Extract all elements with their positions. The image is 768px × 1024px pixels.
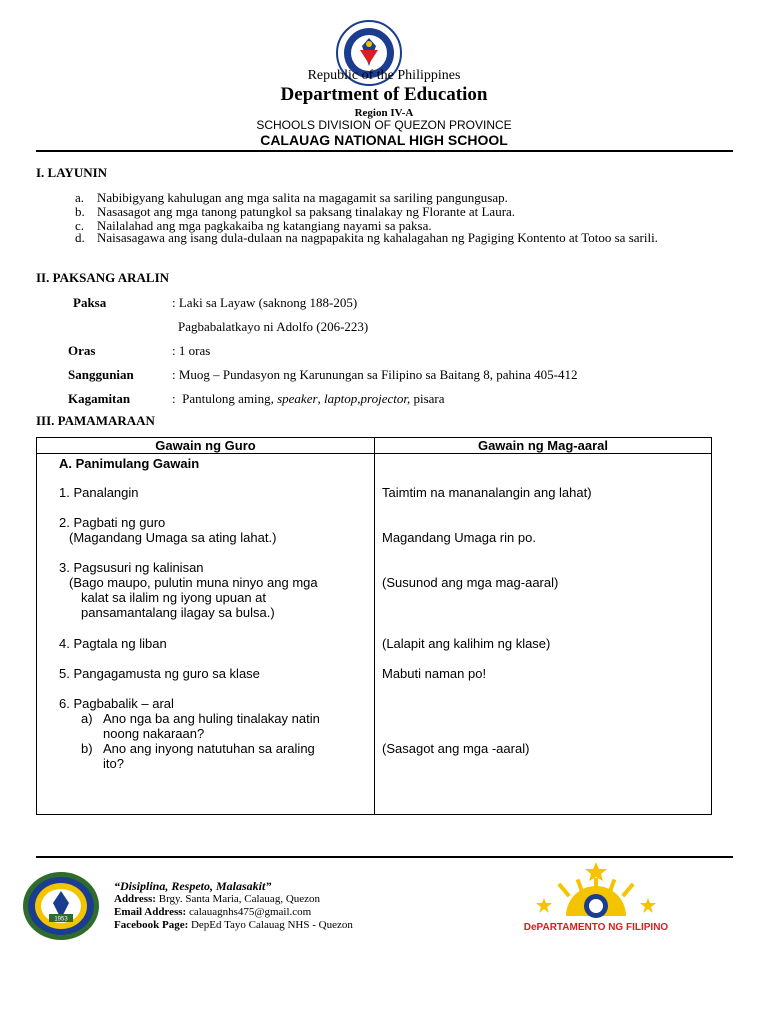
division-line: SCHOOLS DIVISION OF QUEZON PROVINCE (256, 118, 512, 132)
table-row (37, 454, 712, 815)
layunin-item-marker: a. (75, 190, 85, 205)
school-seal-icon (22, 871, 100, 941)
col-header-guro: Gawain ng Guro (37, 438, 375, 454)
guro-cell (37, 454, 375, 815)
response-pangagamusta: Mabuti naman po! (382, 666, 487, 681)
balik-aral-b-marker: b) (81, 741, 93, 756)
region-line: Region IV-A (354, 107, 414, 119)
paksang-aralin-heading: II. PAKSANG ARALIN (36, 270, 170, 285)
departamento-logo (516, 860, 676, 938)
republic-line: Republic of the Philippines (307, 68, 461, 83)
facebook-value[interactable]: DepEd Tayo Calauag NHS - Quezon (188, 919, 353, 931)
address-value: Brgy. Santa Maria, Calauag, Quezon (155, 893, 321, 905)
layunin-item-marker: c. (75, 218, 85, 233)
layunin-item-marker: d. (75, 230, 85, 245)
step-pagbati: 2. Pagbati ng guro (59, 515, 166, 530)
kagamitan-prefix: : Pantulong aming, (172, 391, 278, 406)
layunin-item (75, 205, 85, 219)
oras-value: : 1 oras (172, 343, 211, 358)
layunin-item-text: Naisasagawa ang isang dula-dulaan na nagpapakita ng kahalagahan ng Pagiging Kontento at Totoo sa sarili. (97, 230, 658, 245)
address-label: Address: (114, 893, 156, 905)
sanggunian-label: Sanggunian (68, 367, 134, 382)
footer-divider (36, 856, 733, 858)
sanggunian-value: : Muog – Pundasyon ng Karunungan sa Filipino sa Baitang 8, pahina 405-412 (172, 367, 578, 382)
oras-label: Oras (68, 343, 96, 358)
kagamitan-suffix: pisara (410, 391, 445, 406)
motto: “Disiplina, Respeto, Malasakit” (114, 879, 272, 893)
email-line (114, 906, 311, 918)
school-name: CALAUAG NATIONAL HIGH SCHOOL (260, 132, 508, 148)
email-value[interactable]: calauagnhs475@gmail.com (186, 906, 312, 918)
balik-aral-a-marker: a) (81, 711, 93, 726)
table-header-row (37, 438, 712, 454)
balik-aral-a-line-1: Ano nga ba ang huling tinalakay natin (103, 711, 320, 726)
kagamitan-value (172, 391, 445, 407)
step-kalinisan-note-3: pansamantalang ilagay sa bulsa.) (81, 605, 275, 620)
layunin-item (75, 191, 84, 205)
layunin-item-text: Nailalahad ang mga pagkakaiba ng katangiang nayami sa paksa. (97, 218, 432, 233)
email-label: Email Address: (114, 906, 187, 918)
paksa-value: : Laki sa Layaw (saknong 188-205) (172, 295, 358, 310)
facebook-line (114, 919, 353, 931)
step-kalinisan: 3. Pagsusuri ng kalinisan (59, 560, 204, 575)
kagamitan-speaker: speaker (277, 391, 318, 406)
address-line (114, 893, 320, 905)
layunin-item (75, 231, 85, 245)
step-kalinisan-note-2: kalat sa ilalim ng iyong upuan at (81, 590, 267, 605)
step-pangagamusta: 5. Pangagamusta ng guro sa klase (59, 666, 260, 681)
response-liban: (Lalapit ang kalihim ng klase) (382, 636, 551, 651)
step-balik-aral: 6. Pagbabalik – aral (59, 696, 174, 711)
header-divider (36, 150, 733, 152)
balik-aral-a-line-2: noong nakaraan? (103, 726, 205, 741)
pamamaraan-table (36, 437, 712, 815)
response-panalangin: Taimtim na mananalangin ang lahat) (382, 485, 592, 500)
school-seal (22, 871, 100, 941)
department-title: Department of Education (280, 84, 488, 105)
layunin-heading: I. LAYUNIN (36, 165, 108, 180)
step-kalinisan-note-1: (Bago maupo, pulutin muna ninyo ang mga (69, 575, 318, 590)
step-liban: 4. Pagtala ng liban (59, 636, 167, 651)
kagamitan-laptop: laptop,projector, (324, 391, 411, 406)
departamento-logo-text: DePARTAMENTO NG FILIPINO (523, 922, 669, 933)
paksa-value-2: Pagbabalatkayo ni Adolfo (206-223) (178, 319, 369, 334)
pamamaraan-heading: III. PAMAMARAAN (36, 413, 155, 428)
panimulang-gawain-heading: A. Panimulang Gawain (59, 456, 200, 471)
school-seal-year: 1953 (54, 916, 68, 923)
layunin-item-text: Nabibigyang kahulugan ang mga salita na magagamit sa sariling pangungusap. (97, 190, 508, 205)
balik-aral-b-line-2: ito? (103, 756, 124, 771)
col-header-mag-aaral: Gawain ng Mag-aaral (375, 438, 712, 454)
response-balik-aral: (Sasagot ang mga -aaral) (382, 741, 530, 756)
facebook-label: Facebook Page: (114, 919, 189, 931)
response-pagbati: Magandang Umaga rin po. (382, 530, 536, 545)
layunin-item-text: Nasasagot ang mga tanong patungkol sa paksang tinalakay ng Florante at Laura. (97, 204, 516, 219)
step-pagbati-note: (Magandang Umaga sa ating lahat.) (69, 530, 277, 545)
layunin-item-marker: b. (75, 204, 85, 219)
step-panalangin: 1. Panalangin (59, 485, 139, 500)
kagamitan-label: Kagamitan (68, 391, 131, 406)
mag-aaral-cell (375, 454, 712, 815)
kagamitan-sep: , (317, 391, 325, 406)
sun-stars-icon (516, 860, 676, 938)
paksa-label: Paksa (73, 295, 107, 310)
balik-aral-b-line-1: Ano ang inyong natutuhan sa araling (103, 741, 315, 756)
response-kalinisan: (Susunod ang mga mag-aaral) (382, 575, 559, 590)
